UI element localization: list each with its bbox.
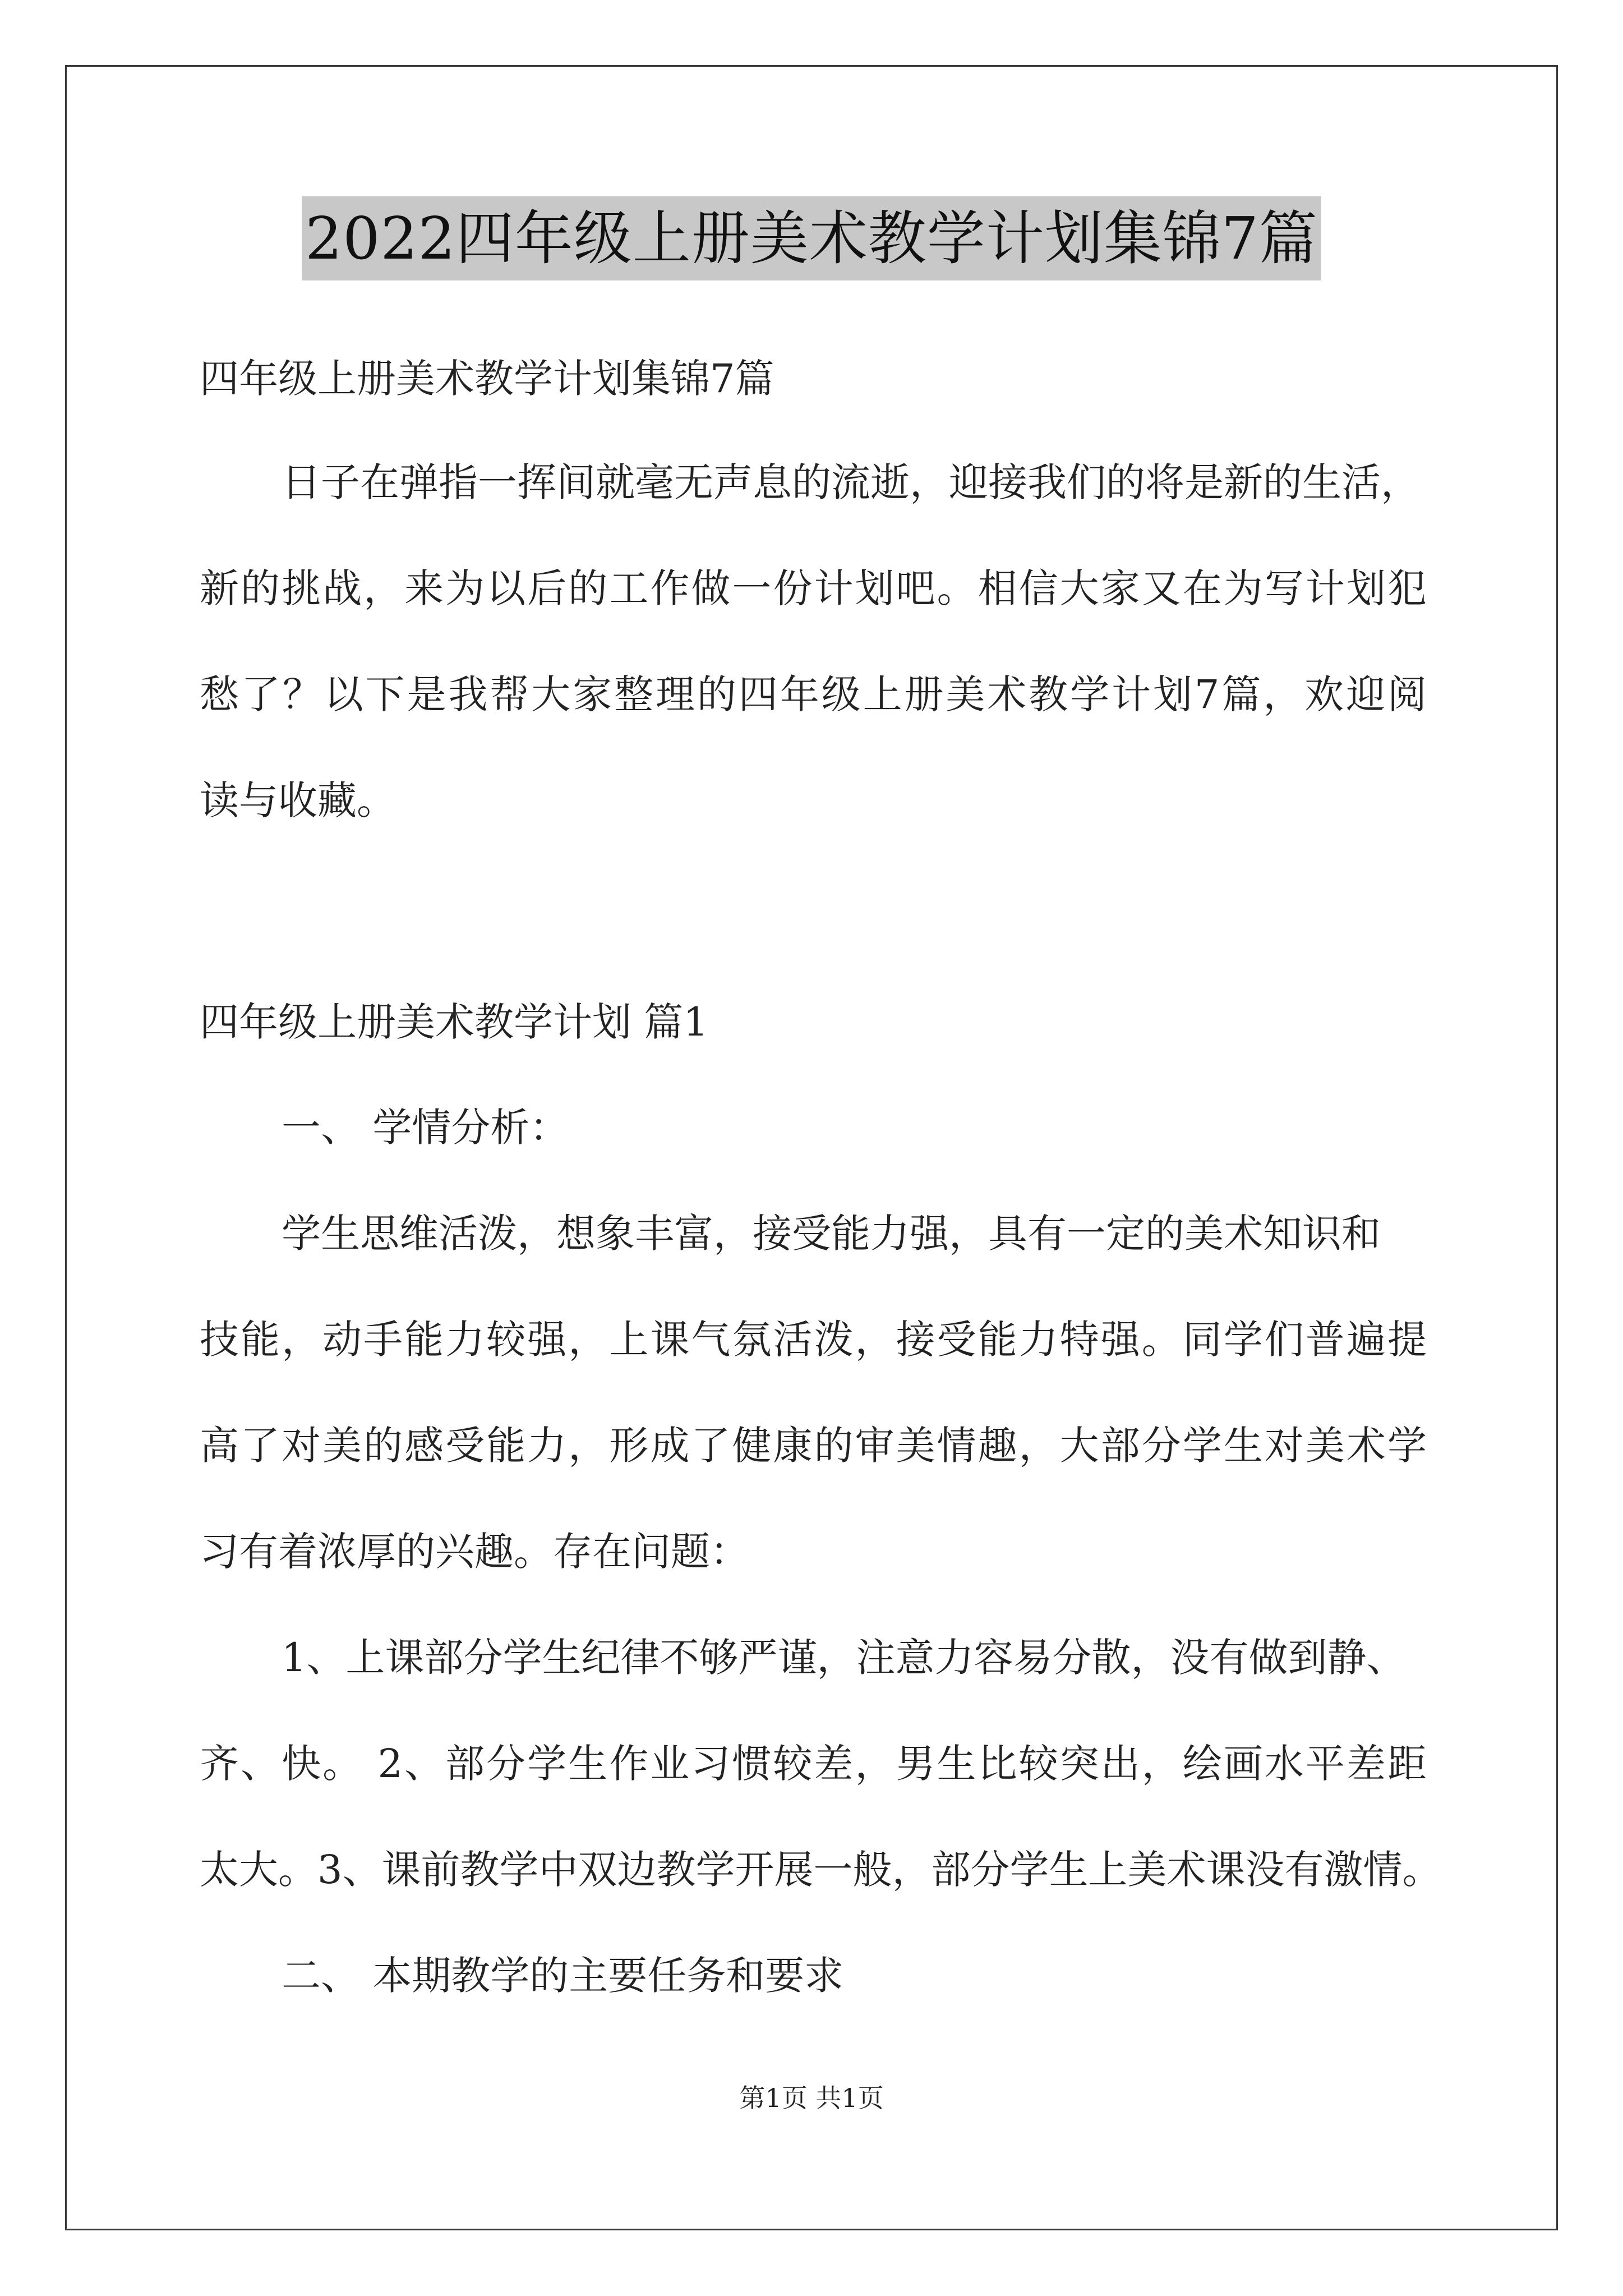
analysis-paragraph-line-1: 学生思维活泼，想象丰富，接受能力强，具有一定的美术知识和 (282, 1211, 1381, 1257)
analysis-paragraph-line-3: 高了对美的感受能力，形成了健康的审美情趣，大部分学生对美术学 (200, 1423, 1427, 1469)
intro-paragraph-line-4: 读与收藏。 (200, 777, 396, 823)
analysis-paragraph-line-2: 技能，动手能力较强，上课气氛活泼，接受能力特强。同学们普遍提 (200, 1317, 1427, 1363)
title-container (0, 196, 1623, 280)
heading-tasks-requirements: 二、 本期教学的主要任务和要求 (282, 1953, 844, 1999)
intro-paragraph-line-3: 愁了？以下是我帮大家整理的四年级上册美术教学计划7篇，欢迎阅 (200, 671, 1427, 717)
subtitle-line: 四年级上册美术教学计划集锦7篇 (200, 356, 774, 402)
problems-paragraph-line-3: 太大。3、课前教学中双边教学开展一般，部分学生上美术课没有激情。 (200, 1847, 1442, 1893)
problems-paragraph-line-2: 齐、快。 2、部分学生作业习惯较差，男生比较突出，绘画水平差距 (200, 1741, 1427, 1787)
analysis-paragraph-line-4: 习有着浓厚的兴趣。存在问题： (200, 1529, 749, 1575)
document-title: 2022四年级上册美术教学计划集锦7篇 (302, 196, 1321, 280)
problems-paragraph-line-1: 1、上课部分学生纪律不够严谨，注意力容易分散，没有做到静、 (282, 1635, 1406, 1681)
intro-paragraph-line-2: 新的挑战，来为以后的工作做一份计划吧。相信大家又在为写计划犯 (200, 565, 1427, 611)
page-footer: 第1页 共1页 (739, 2083, 884, 2113)
section-heading-plan-1: 四年级上册美术教学计划 篇1 (200, 999, 708, 1045)
heading-student-analysis: 一、 学情分析： (282, 1105, 569, 1151)
intro-paragraph-line-1: 日子在弹指一挥间就毫无声息的流逝，迎接我们的将是新的生活， (282, 459, 1420, 505)
